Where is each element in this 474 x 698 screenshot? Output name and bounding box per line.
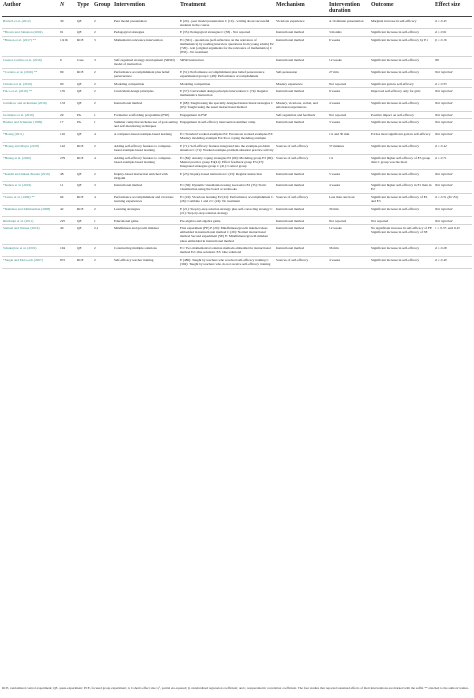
intervention-studies-table (2, 2, 472, 269)
cell-duration: 36 min (328, 245, 370, 257)
cell-type: QE (76, 80, 93, 88)
header-treatment: Treatment (179, 2, 275, 17)
cell-group: 2 (93, 142, 113, 154)
cell-group: 1 (93, 217, 113, 225)
table-row (2, 205, 472, 217)
cell-type: RCE (76, 154, 93, 170)
cell-type: RCE (76, 142, 93, 154)
cell-effect-size: Not reported (434, 88, 472, 100)
cell-outcome: Significant increase in self-efficacy (370, 205, 434, 217)
cell-n: 116 (59, 130, 76, 142)
cell-duration: 4 weeks (328, 99, 370, 111)
cell-n: 42 (59, 205, 76, 217)
cell-group: 3 (93, 36, 113, 56)
cell-effect-size: r = 0.37, and 0.45 (434, 225, 472, 245)
cell-mechanism: Instructional method (275, 205, 328, 217)
cell-group: 1 (93, 119, 113, 131)
cell-mechanism: Sources of self-efficacy (275, 256, 328, 268)
cell-n: 29 (59, 111, 76, 119)
cell-n: 39 (59, 17, 76, 29)
cell-intervention: Peer model presentation (113, 17, 179, 29)
cell-outcome: Significant gain in self-efficacy (370, 80, 434, 88)
cell-outcome: Significant increase in self-efficacy (370, 68, 434, 80)
table-row (2, 154, 472, 170)
cell-effect-size: Not reported (434, 119, 472, 131)
cell-duration: A 10-minute presentation (328, 17, 370, 29)
cell-type: QE (76, 170, 93, 182)
cell-type: RCE (76, 256, 93, 268)
header-duration: Intervention duration (328, 2, 370, 17)
cell-group: 2 (93, 68, 113, 80)
cell-duration: 9 weeks (328, 88, 370, 100)
cell-group: 4 (93, 130, 113, 142)
table-row (2, 29, 472, 37)
cell-author[interactable]: *Brown and Johnston (2004) (2, 29, 59, 37)
cell-intervention: Pedagogical strategies (113, 29, 179, 37)
cell-type: QE (76, 225, 93, 245)
cell-effect-size: d = 0.40 (434, 256, 472, 268)
cell-treatment: E (21): Step-by-step solution strategy plus self-correcting strategy C (21): Step-by-step solution strategy (179, 205, 275, 217)
cell-treatment: E (23): Inquiry-based instruction C (25): Regular instruction (179, 170, 275, 182)
cell-n: 133 (59, 99, 76, 111)
cell-n: 11 (59, 182, 76, 194)
cell-mechanism: Instructional method (275, 29, 328, 37)
cell-group: 2 (93, 205, 113, 217)
cell-author[interactable]: Schukajlow et al. (2019) (2, 245, 59, 257)
table-body (2, 17, 472, 268)
cell-author[interactable]: *Huang et al. (2020) (2, 154, 59, 170)
cell-outcome: Significant higher self-efficacy in E1 than in E2 (370, 182, 434, 194)
cell-outcome: Not reported (370, 217, 434, 225)
table-row (2, 170, 472, 182)
cell-type: PG (76, 111, 93, 119)
cell-treatment: E (51): Performance accomplishment plus belief perseverance experimental group C (48): Performance accomplishment (179, 68, 275, 80)
cell-outcome: Significant increase in self-efficacy (370, 99, 434, 111)
cell-mechanism: Instructional method (275, 225, 328, 245)
cell-type: RCE (76, 36, 93, 56)
cell-mechanism: Sources of self-efficacy (275, 193, 328, 205)
cell-treatment: E (68): Taught using the specially designed instructional strategies C (65): Taught using the usual instructional method (180, 100, 274, 110)
cell-intervention: Performance accomplishment and vicarious learning experiences (113, 193, 179, 205)
cell-duration: Not reported (328, 111, 370, 119)
cell-type: QE (76, 245, 93, 257)
cell-treatment: First experiment (FE) E (20): Mindfulness/growth mindset ideas embedded in instructional method C (20): Normal instructional method Second experiment (SE) E: Mindfulness/growth mindset ideas embedded in instructional method (179, 225, 275, 245)
cell-mechanism: Self-persuasion (275, 68, 328, 80)
cell-type: QE (76, 17, 93, 29)
cell-group: 2 (93, 256, 113, 268)
cell-mechanism (275, 130, 328, 142)
table-row (2, 193, 472, 205)
cell-author[interactable]: Hauber and Schunder (1999) (2, 119, 59, 131)
cell-outcome: E4 has most significant gain in self-efficacy (370, 130, 434, 142)
cell-treatment: Engagement in self-efficacy intervention summer camp (179, 119, 275, 131)
table-row (2, 245, 472, 257)
cell-intervention: Formative scaffolding programme (FSP) (113, 111, 179, 119)
cell-outcome: Improved self-efficacy only for girls (370, 88, 434, 100)
cell-duration: 5 weeks (328, 170, 370, 182)
cell-effect-size: Not reported (434, 205, 472, 217)
cell-n: 135 (59, 88, 76, 100)
header-intervention: Intervention (113, 2, 179, 17)
table-row (2, 111, 472, 119)
cell-effect-size: Not reported (434, 111, 472, 119)
cell-author[interactable]: *Cordero et al. (2010) ** (2, 68, 59, 80)
cell-author[interactable]: *Siegle and McCoach (2007) (2, 256, 59, 268)
table-row (2, 225, 472, 245)
cell-n: 142 (59, 142, 76, 154)
cell-duration: 1 h and 30 min (328, 130, 370, 142)
cell-effect-size: d = 0.28 (434, 245, 472, 257)
cell-mechanism: Mastery, vicarious, verbal, and emotional experiences (275, 99, 328, 111)
cell-effect-size: d = 0.45 (434, 17, 472, 29)
cell-outcome: Significant increase in self-efficacy (370, 119, 434, 131)
table-row (2, 130, 472, 142)
cell-duration: 3 weeks (328, 119, 370, 131)
cell-treatment: E (57): Curriculum design principle intervention C (74): Regular mathematics instruction (179, 88, 275, 100)
cell-mechanism: Instructional method (275, 170, 328, 182)
cell-group: 3 (93, 182, 113, 194)
cell-author[interactable]: Bartsch et al. (2012) (2, 17, 59, 29)
cell-n: 1,916 (59, 36, 76, 56)
cell-mechanism: Instructional method (275, 182, 328, 194)
cell-group: 2,1 (93, 225, 113, 245)
cell-duration: 27 min (328, 68, 370, 80)
cell-effect-size: Not reported (434, 182, 472, 194)
header-author: Author (2, 2, 59, 17)
cell-duration: 12 weeks (328, 225, 370, 245)
cell-author[interactable]: *Kuhon et al. (2019) (2, 182, 59, 194)
header-group: Group (93, 2, 113, 17)
cell-author[interactable]: Falco et al. (2010) ** (2, 88, 59, 100)
cell-mechanism: Mastery experience (275, 80, 328, 88)
cell-duration: 1 h (328, 154, 370, 170)
cell-duration: 6 weeks (328, 36, 370, 56)
cell-mechanism: Instructional method (275, 217, 328, 225)
cell-n: 94 (59, 193, 76, 205)
cell-intervention: Self-regulated strategy development (SRSD) model of instruction (113, 56, 179, 68)
cell-group: 2 (93, 17, 113, 29)
cell-mechanism: Vicarious experience (275, 17, 328, 29)
cell-intervention: Performance accomplishment plus belief perseverance (113, 68, 179, 80)
cell-author[interactable]: Gattuhow and Ackerman (2016) (2, 99, 59, 111)
cell-mechanism: Instructional method (275, 36, 328, 56)
cell-intervention: Mathematics relevance intervention (113, 36, 179, 56)
cell-effect-size: Not reported (434, 170, 472, 182)
cell-type: RCE (76, 193, 93, 205)
cell-intervention: Constructing multiple solutions (113, 245, 179, 257)
cell-group: 4 (93, 193, 113, 205)
cell-treatment: E (480): Taught by teachers who received self-efficacy training C (392): Taught by teachers who do not receive self-efficacy training (179, 256, 275, 268)
cell-group: 2 (93, 29, 113, 37)
cell-outcome: No significant increase in self-efficacy of FE Significant increase in self-efficacy of SE (370, 225, 434, 245)
cell-n: 104 (59, 245, 76, 257)
cell-author[interactable]: Ritzhaupt et al. (2011) (2, 217, 59, 225)
table-row (2, 68, 472, 80)
cell-duration: 4 weeks (328, 182, 370, 194)
cell-treatment: E (35): Pedagogical strategies C (58) - Not reported (179, 29, 275, 37)
cell-type: QE (76, 88, 93, 100)
cell-outcome: Significant increase in self-efficacy (370, 142, 434, 154)
header-mechanism: Mechanism (275, 2, 328, 17)
cell-outcome: Significant increase in self-efficacy (370, 245, 434, 257)
cell-effect-size: Not reported (434, 217, 472, 225)
cell-treatment: Engagement in FSP (179, 111, 275, 119)
cell-n: 99 (59, 68, 76, 80)
cell-intervention: Curriculum design principles (113, 88, 179, 100)
cell-duration: 4 weeks (328, 256, 370, 268)
table-row (2, 217, 472, 225)
cell-intervention: Adding self-efficacy features to computer-based example-based learning (113, 142, 179, 154)
cell-intervention: Self-efficacy teacher training (113, 256, 179, 268)
cell-outcome: Significant increase in self-efficacy (370, 29, 434, 37)
cell-treatment: E1 (361) - quotations (self-reflection on the relevance of mathematics) by reading interview quotations from young adults) E2 (720) - text (original arguments for the relevance of mathematics) C (835) - No treatment (180, 38, 274, 55)
cell-treatment: E (20) - peer model presentation C (19) - writing about successful students in the course (179, 17, 275, 29)
cell-type: RCE (76, 205, 93, 217)
cell-mechanism: Sources of self-efficacy (275, 142, 328, 154)
cell-type: QE (76, 99, 93, 111)
cell-mechanism: Instructional method (275, 245, 328, 257)
cell-outcome: Significant increase in self-efficacy (370, 56, 434, 68)
cell-effect-size: d = 0.44 (434, 142, 472, 154)
cell-intervention: Learning strategies (113, 205, 179, 217)
table-row (2, 119, 472, 131)
cell-outcome: Significant increase in self-efficacy (370, 170, 434, 182)
cell-n: 279 (59, 154, 76, 170)
header-effect-size: Effect size (434, 2, 472, 17)
cell-mechanism: Instructional method (275, 88, 328, 100)
cell-author[interactable]: *Bruson et al. (2017) ** (2, 36, 59, 56)
cell-treatment: Pre-algebra and algebra game (179, 217, 275, 225)
cell-author[interactable]: Samuel and Warner (2019) (2, 225, 59, 245)
cell-intervention: A computer-based example-based learning (113, 130, 179, 142)
cell-n: 48 (59, 170, 76, 182)
cell-intervention: Summer camp that includes use of goal-setting and self-monitoring techniques (114, 120, 178, 129)
cell-intervention: Inquiry-based instruction enriched with Origami (113, 170, 179, 182)
table-row (2, 17, 472, 29)
cell-intervention: Modeling competition (113, 80, 179, 88)
cell-type: QE (76, 29, 93, 37)
cell-n: 40 (59, 225, 76, 245)
cell-n: 17 (59, 119, 76, 131)
cell-group: 2 (93, 80, 113, 88)
table-footnote: RCE, randomized control experiment; QE, quasi-experiment; PCE, focused group experiment; d, Cohen's effect size; η², partial eta-squared; β, standardized regression coefficient; and r, nonparametric correlation coefficient. The four studies that reported sustained effects of their interventions are marked with the suffix ** attached to the authors' names. (2, 686, 469, 690)
cell-treatment: E1 (22): Vicarious learning E2 (22): Performance accomplishment C (26): Combine 1 and 2 C (24): No treatment (180, 195, 274, 204)
cell-treatment: E1: Standard worked-examples E2: Erroneous worked examples E3: Mastery modeling example E4: Poor coping modeling example (180, 132, 274, 141)
cell-effect-size: Not reported (434, 68, 472, 80)
cell-duration: 3 months (328, 29, 370, 37)
cell-group: 4 (93, 154, 113, 170)
cell-type: PG (76, 119, 93, 131)
cell-mechanism: Instructional method (275, 119, 328, 131)
header-type: Type (76, 2, 93, 17)
cell-effect-size: d = 0.61 (434, 29, 472, 37)
cell-effect-size: Not reported (434, 99, 472, 111)
cell-author[interactable]: Grothérus et al. (2019) (2, 111, 59, 119)
cell-mechanism: Instructional method (275, 56, 328, 68)
cell-intervention: Adding self-efficacy features to computer-based example-based learning (113, 154, 179, 170)
table-header (2, 2, 472, 17)
cell-outcome: Significant increase in self-efficacy (370, 256, 434, 268)
table-row (2, 142, 472, 154)
cell-author[interactable]: *Hoang and Mayer (2018) (2, 142, 59, 154)
cell-treatment: E1: Two mathematical solution methods embedded in instructional method E2: One solution1 E3: One solution2 (179, 245, 275, 257)
cell-effect-size: d = 0.33 (434, 80, 472, 88)
cell-duration: Not reported (328, 217, 370, 225)
cell-effect-size: β = 0.16 (434, 36, 472, 56)
table-row (2, 36, 472, 56)
cell-type: Case (76, 56, 93, 68)
cell-group: 2 (93, 99, 113, 111)
cell-author[interactable]: *Luzzo et al. (1999) ** (2, 193, 59, 205)
cell-type: QE (76, 182, 93, 194)
cell-treatment: E1 (82): Anxiety coping strategies E2 (69): Modeling group E3 (69): Mental practice group E4(41): Effect feedback group E5 (47): Integrated strategies group C (41): Control group (180, 155, 274, 168)
cell-mechanism: Self-regulation and feedback (275, 111, 328, 119)
cell-duration: 30 min (328, 205, 370, 217)
cell-intervention: Instructional method (113, 99, 179, 111)
table-row (2, 182, 472, 194)
cell-duration: Less than one hour (328, 193, 370, 205)
cell-type: QE (76, 130, 93, 142)
cell-group: 3 (93, 56, 113, 68)
header-n: N (59, 2, 76, 17)
table-row (2, 88, 472, 100)
cell-group: 1 (93, 111, 113, 119)
cell-author[interactable]: *Kandil and Isiksal-Bostan (2019) (2, 170, 59, 182)
cell-type: RCE (76, 68, 93, 80)
header-row (2, 2, 472, 17)
cell-effect-size: d = 0.71 (434, 154, 472, 170)
cell-n: 91 (59, 29, 76, 37)
cell-author[interactable]: Cuenca-Carlino et al. (2016) (2, 56, 59, 68)
cell-author[interactable]: *Ramdass and Zimmerman (2008) (2, 205, 59, 217)
cell-treatment: E (71): Self-efficacy features integrated into the example-problem situation C (71): Worked example-problem situation practice activity (180, 143, 274, 153)
cell-outcome: Significant increase in self-efficacy of E2 and E3 (370, 193, 434, 205)
cell-mechanism: Sources of self-efficacy (275, 154, 328, 170)
table-row (2, 56, 472, 68)
table-row (2, 80, 472, 88)
cell-n: 225 (59, 217, 76, 225)
cell-outcome: Positive impact on self-efficacy (370, 111, 434, 119)
cell-treatment: SRSD instruction (179, 56, 275, 68)
cell-outcome: Significant higher self-efficacy of E3 group than C group was the most (370, 154, 434, 170)
cell-group: 2 (93, 245, 113, 257)
cell-intervention: Mindfulness and growth mindset (113, 225, 179, 245)
table-row (2, 256, 472, 268)
cell-n: 6 (59, 56, 76, 68)
cell-type: QE (76, 217, 93, 225)
cell-effect-size: Nil (434, 56, 472, 68)
cell-duration: 37 minutes (328, 142, 370, 154)
cell-n: 872 (59, 256, 76, 268)
cell-outcome: Significant increase in self-efficacy by E1 (370, 36, 434, 56)
table-row (2, 99, 472, 111)
cell-author[interactable]: *Hoang (2011) (2, 130, 59, 142)
cell-author[interactable]: Clinchot et al. (2019) (2, 80, 59, 88)
cell-effect-size: d = 0.51 (for E2) (434, 193, 472, 205)
cell-intervention: Instructional method (113, 182, 179, 194)
cell-duration: Not reported (328, 80, 370, 88)
cell-effect-size: Not reported (434, 130, 472, 142)
cell-group: 2 (93, 170, 113, 182)
cell-n: 90 (59, 80, 76, 88)
cell-group: 2 (93, 88, 113, 100)
cell-intervention: Educational game (113, 217, 179, 225)
cell-outcome: Marginal increase in self-efficacy (370, 17, 434, 29)
cell-treatment: E1 (36): Dynamic visualization using GeoGebra E2 (35): Static visualization using the board or textbooks (179, 182, 275, 194)
cell-duration: 12 weeks (328, 56, 370, 68)
header-outcome: Outcome (370, 2, 434, 17)
cell-treatment: Modeling competition (179, 80, 275, 88)
